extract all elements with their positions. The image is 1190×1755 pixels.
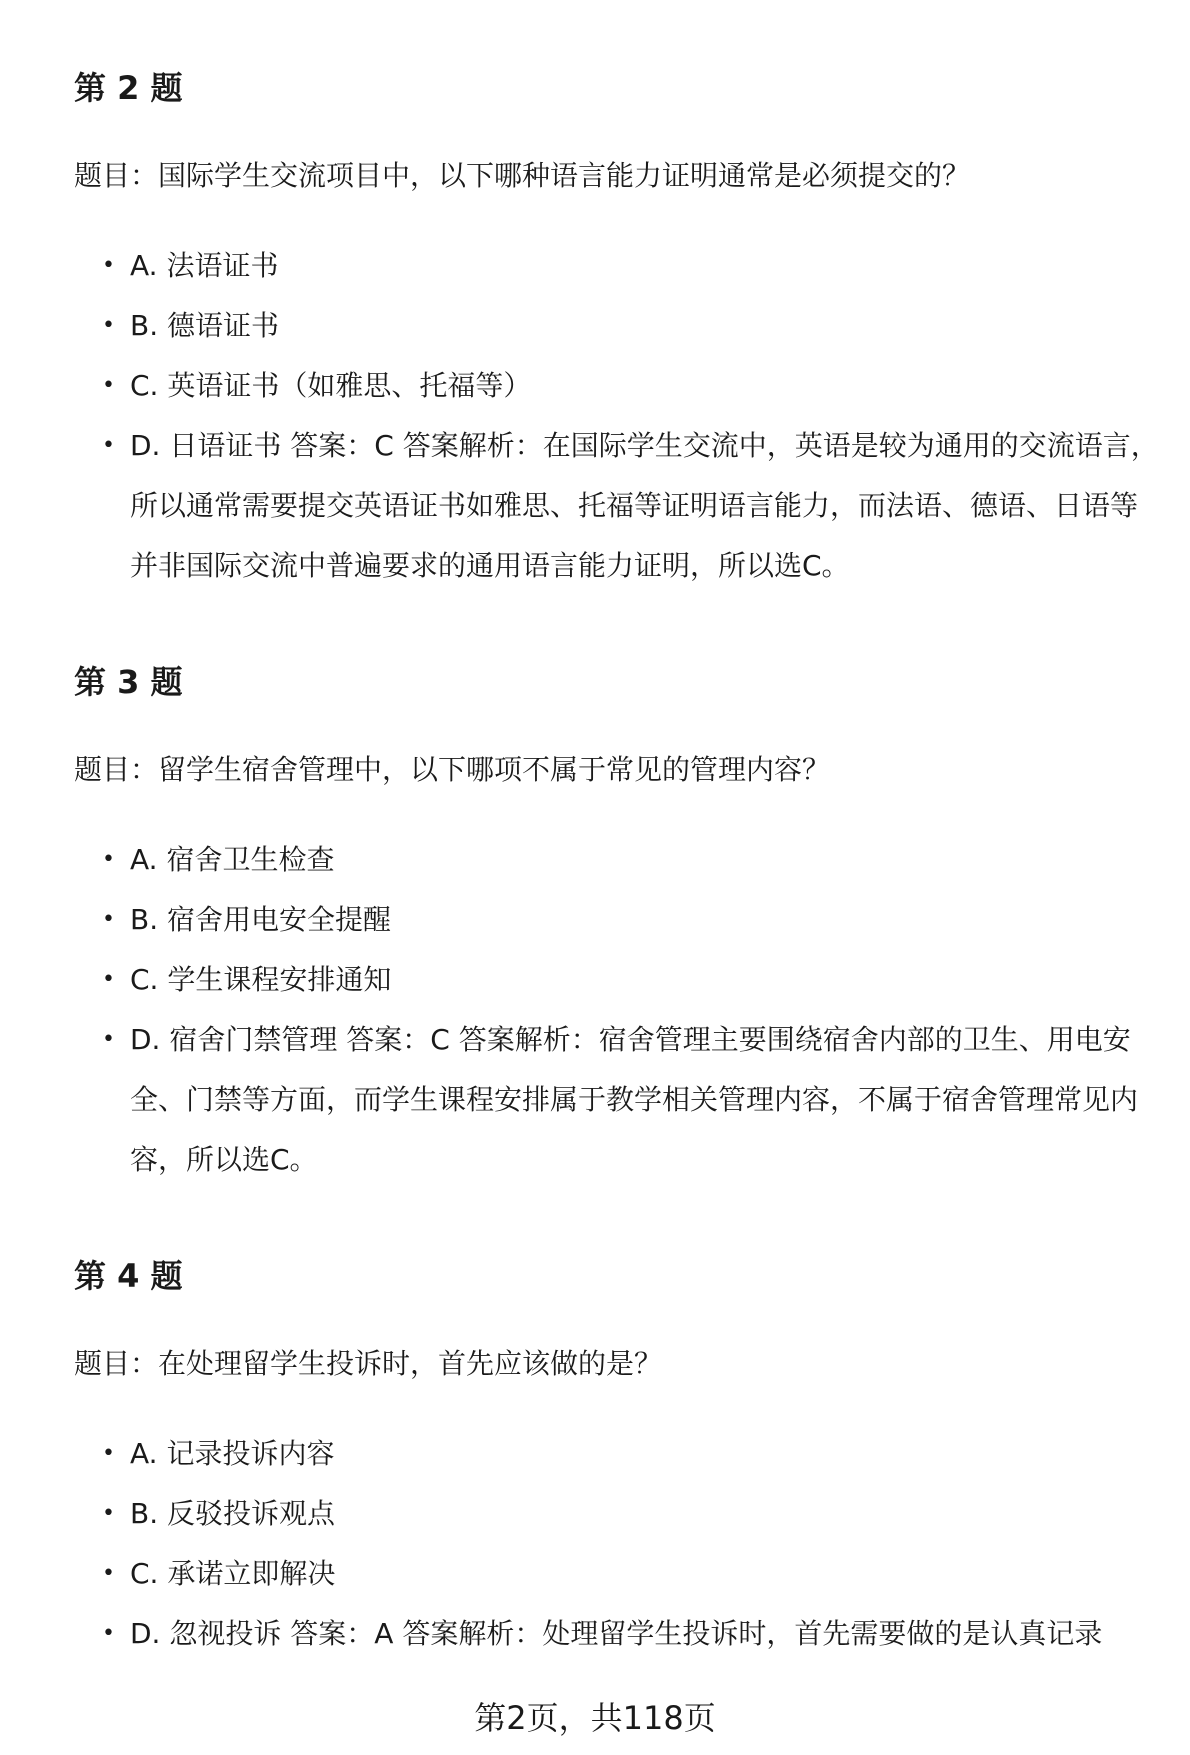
question-3 <box>74 662 1164 1190</box>
question-title: 第 4 题 <box>74 1257 183 1295</box>
question-stem: 题目：留学生宿舍管理中，以下哪项不属于常见的管理内容？ <box>74 753 831 786</box>
option-a <box>74 1424 1164 1484</box>
question-4 <box>74 1256 1164 1664</box>
option-b <box>74 296 1164 356</box>
option-b <box>74 890 1164 950</box>
option-text: D. 宿舍门禁管理 答案：C 答案解析：宿舍管理主要围绕宿舍内部的卫生、用电安全、门禁等方面，而学生课程安排属于教学相关管理内容，不属于宿舍管理常见内容，所以选C。 <box>130 1023 1139 1176</box>
bullet-icon: • <box>102 433 115 458</box>
option-d-with-answer <box>74 1604 1164 1664</box>
question-stem: 题目：在处理留学生投诉时，首先应该做的是？ <box>74 1347 663 1380</box>
question-stem: 题目：国际学生交流项目中，以下哪种语言能力证明通常是必须提交的？ <box>74 159 971 192</box>
bullet-icon: • <box>102 967 115 992</box>
question-2 <box>74 68 1164 596</box>
option-text: B. 德语证书 <box>130 309 280 342</box>
option-text: D. 日语证书 答案：C 答案解析：在国际学生交流中，英语是较为通用的交流语言，所以通常需要提交英语证书如雅思、托福等证明语言能力，而法语、德语、日语等并非国际交流中普遍要求的通用语言能力证明，所以选C。 <box>130 429 1159 582</box>
option-text: B. 宿舍用电安全提醒 <box>130 903 392 936</box>
bullet-icon: • <box>102 1501 115 1526</box>
option-d-with-answer <box>74 1010 1164 1190</box>
question-title: 第 3 题 <box>74 663 183 701</box>
bullet-icon: • <box>102 847 115 872</box>
question-title: 第 2 题 <box>74 69 183 107</box>
option-c <box>74 356 1164 416</box>
option-text: A. 法语证书 <box>130 249 279 282</box>
option-text: B. 反驳投诉观点 <box>130 1497 336 1530</box>
bullet-icon: • <box>102 1441 115 1466</box>
option-d-with-answer <box>74 416 1164 596</box>
bullet-icon: • <box>102 253 115 278</box>
option-c <box>74 950 1164 1010</box>
bullet-icon: • <box>102 1561 115 1586</box>
option-text: D. 忽视投诉 答案：A 答案解析：处理留学生投诉时，首先需要做的是认真记录 <box>130 1617 1103 1650</box>
option-b <box>74 1484 1164 1544</box>
bullet-icon: • <box>102 1027 115 1052</box>
option-text: A. 宿舍卫生检查 <box>130 843 335 876</box>
bullet-icon: • <box>102 1621 115 1646</box>
option-c <box>74 1544 1164 1604</box>
page-number-footer: 第2页，共118页 <box>474 1699 716 1737</box>
option-text: C. 承诺立即解决 <box>130 1557 336 1590</box>
bullet-icon: • <box>102 313 115 338</box>
option-a <box>74 236 1164 296</box>
option-list <box>74 830 1164 1190</box>
option-list <box>74 1424 1164 1664</box>
option-a <box>74 830 1164 890</box>
bullet-icon: • <box>102 373 115 398</box>
option-text: A. 记录投诉内容 <box>130 1437 335 1470</box>
option-list <box>74 236 1164 596</box>
option-text: C. 学生课程安排通知 <box>130 963 392 996</box>
option-text: C. 英语证书（如雅思、托福等） <box>130 369 532 402</box>
bullet-icon: • <box>102 907 115 932</box>
